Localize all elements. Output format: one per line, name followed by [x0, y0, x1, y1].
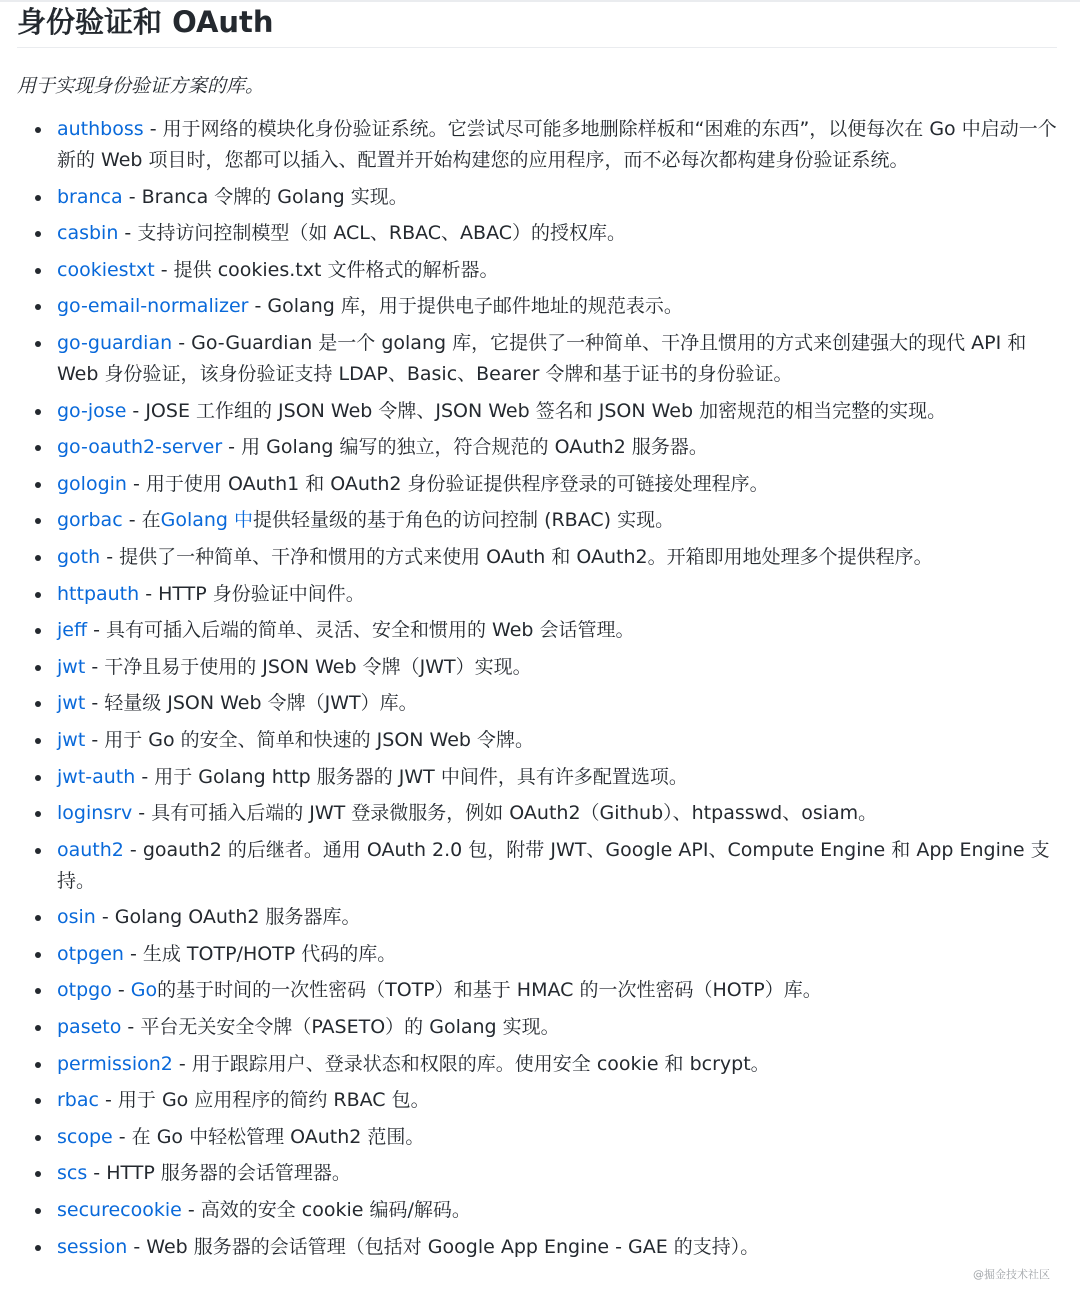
library-link[interactable]: authboss: [57, 118, 144, 140]
item-description-prefix: 在: [141, 509, 161, 532]
item-description: 高效的安全 cookie 编码/解码。: [200, 1199, 471, 1222]
item-separator: -: [85, 655, 105, 678]
item-separator: -: [181, 1199, 201, 1222]
item-description: 平台无关安全令牌（PASETO）的 Golang 实现。: [140, 1016, 560, 1039]
item-description: 具有可插入后端的 JWT 登录微服务，例如 OAuth2（Github）、htpasswd、osiam。: [151, 802, 878, 825]
library-link[interactable]: casbin: [57, 222, 119, 245]
item-description: 轻量级 JSON Web 令牌（JWT）库。: [104, 692, 418, 715]
item-description: JOSE 工作组的 JSON Web 令牌、JSON Web 签名和 JSON Web 加密规范的相当完整的实现。: [145, 399, 947, 422]
library-link[interactable]: osin: [57, 906, 96, 929]
library-link[interactable]: jwt: [57, 655, 86, 678]
item-separator: -: [87, 1162, 107, 1185]
list-item: [17, 652, 1057, 683]
item-description: 具有可插入后端的简单、灵活、安全和惯用的 Web 会话管理。: [106, 619, 635, 642]
item-separator: -: [172, 1052, 192, 1075]
library-link[interactable]: httpauth: [57, 582, 140, 605]
library-link[interactable]: otpgo: [57, 979, 112, 1002]
item-separator: -: [123, 838, 143, 861]
item-separator: -: [100, 545, 120, 568]
list-item: [17, 182, 1057, 213]
item-description: 用 Golang 编写的独立，符合规范的 OAuth2 服务器。: [241, 436, 708, 459]
library-link[interactable]: securecookie: [57, 1199, 182, 1222]
watermark: @掘金技术社区: [973, 1268, 1050, 1281]
library-link[interactable]: otpgen: [57, 942, 124, 965]
list-item: [17, 1158, 1057, 1189]
item-separator: -: [135, 765, 155, 788]
library-link[interactable]: jwt: [57, 692, 86, 715]
item-description: 在 Go 中轻松管理 OAuth2 范围。: [131, 1125, 425, 1148]
list-item: [17, 1085, 1057, 1116]
item-description: 用于跟踪用户、登录状态和权限的库。使用安全 cookie 和 bcrypt。: [191, 1052, 770, 1075]
list-item: [17, 902, 1057, 933]
item-separator: -: [111, 979, 131, 1002]
library-link[interactable]: scs: [57, 1162, 88, 1185]
item-description: 生成 TOTP/HOTP 代码的库。: [142, 942, 397, 965]
item-description: 用于 Go 应用程序的简约 RBAC 包。: [117, 1089, 430, 1112]
item-description: Go-Guardian 是一个 golang 库，它提供了一种简单、干净且惯用的方式来创建强大的现代 API 和 Web 身份验证，该身份验证支持 LDAP、Basic、Bearer 令牌和基于证书的身份验证。: [57, 331, 1027, 385]
list-item: [17, 615, 1057, 646]
item-separator: -: [123, 942, 143, 965]
item-separator: -: [122, 509, 142, 532]
library-link[interactable]: go-guardian: [57, 331, 173, 354]
item-separator: -: [172, 331, 192, 354]
list-item: [17, 1195, 1057, 1226]
item-description: Golang 库，用于提供电子邮件地址的规范表示。: [267, 295, 683, 318]
readme-section: [17, 0, 1057, 1268]
item-separator: -: [87, 619, 106, 642]
library-link[interactable]: branca: [57, 185, 123, 208]
list-item: [17, 798, 1057, 829]
item-separator: -: [139, 582, 159, 605]
item-separator: -: [222, 436, 242, 459]
item-separator: -: [112, 1125, 132, 1148]
library-link[interactable]: cookiestxt: [57, 258, 155, 281]
library-link[interactable]: paseto: [57, 1016, 122, 1039]
item-separator: -: [98, 1089, 118, 1112]
item-separator: -: [85, 692, 105, 715]
item-separator: -: [248, 295, 268, 318]
library-link[interactable]: goth: [57, 545, 101, 568]
item-description: Web 服务器的会话管理（包括对 Google App Engine - GAE 的支持）。: [146, 1235, 760, 1258]
item-separator: -: [126, 399, 146, 422]
item-description: 提供了一种简单、干净和惯用的方式来使用 OAuth 和 OAuth2。开箱即用地处理多个提供程序。: [119, 545, 933, 568]
list-item: [17, 505, 1057, 536]
library-link[interactable]: rbac: [57, 1089, 99, 1112]
library-link[interactable]: jwt: [57, 728, 86, 751]
item-description: 干净且易于使用的 JSON Web 令牌（JWT）实现。: [104, 655, 532, 678]
list-item: [17, 579, 1057, 610]
list-item: [17, 762, 1057, 793]
list-item: [17, 469, 1057, 500]
item-description: HTTP 身份验证中间件。: [158, 582, 365, 605]
list-item: [17, 432, 1057, 463]
item-description: 用于 Golang http 服务器的 JWT 中间件，具有许多配置选项。: [154, 765, 688, 788]
list-item: [17, 688, 1057, 719]
item-description: 提供轻量级的基于角色的访问控制 (RBAC) 实现。: [253, 509, 675, 532]
library-link[interactable]: gorbac: [57, 509, 123, 532]
item-separator: -: [154, 258, 174, 281]
item-separator: -: [132, 802, 152, 825]
list-item: [17, 835, 1057, 897]
list-item: [17, 218, 1057, 249]
item-separator: -: [127, 1235, 147, 1258]
library-link[interactable]: session: [57, 1235, 128, 1258]
inline-link[interactable]: Go: [130, 979, 158, 1002]
item-separator: -: [118, 222, 138, 245]
item-separator: -: [126, 472, 146, 495]
item-description: HTTP 服务器的会话管理器。: [106, 1162, 351, 1185]
library-link[interactable]: loginsrv: [57, 802, 133, 825]
item-separator: -: [121, 1016, 141, 1039]
item-description: 支持访问控制模型（如 ACL、RBAC、ABAC）的授权库。: [137, 222, 626, 245]
list-item: [17, 725, 1057, 756]
library-link[interactable]: go-email-normalizer: [57, 295, 249, 318]
item-separator: -: [143, 118, 163, 140]
item-description: 用于 Go 的安全、简单和快速的 JSON Web 令牌。: [104, 728, 535, 751]
library-link[interactable]: go-oauth2-server: [57, 436, 223, 459]
item-description: 提供 cookies.txt 文件格式的解析器。: [173, 258, 499, 281]
list-item: [17, 396, 1057, 427]
library-link[interactable]: oauth2: [57, 838, 124, 861]
list-item: [17, 1122, 1057, 1153]
list-item: [17, 1232, 1057, 1263]
item-description: 的基于时间的一次性密码（TOTP）和基于 HMAC 的一次性密码（HOTP）库。: [157, 979, 822, 1002]
item-description: Golang OAuth2 服务器库。: [114, 906, 361, 929]
item-separator: -: [95, 906, 115, 929]
list-item: [17, 975, 1057, 1006]
list-item: [17, 1012, 1057, 1043]
list-item: [17, 291, 1057, 322]
list-item: [17, 255, 1057, 286]
library-link[interactable]: jeff: [57, 619, 88, 642]
list-item: [17, 1049, 1057, 1080]
section-title: 身份验证和 OAuth: [17, 0, 1057, 48]
library-link[interactable]: scope: [57, 1125, 113, 1148]
item-description: 用于使用 OAuth1 和 OAuth2 身份验证提供程序登录的可链接处理程序。: [145, 472, 769, 495]
item-description: goauth2 的后继者。通用 OAuth 2.0 包，附带 JWT、Google API、Compute Engine 和 App Engine 支持。: [57, 838, 1050, 892]
section-description: 用于实现身份验证方案的库。: [17, 75, 265, 97]
list-item: [17, 328, 1057, 390]
library-link[interactable]: go-jose: [57, 399, 127, 422]
list-item: [17, 542, 1057, 573]
library-link[interactable]: jwt-auth: [57, 765, 136, 788]
item-description: Branca 令牌的 Golang 实现。: [141, 185, 408, 208]
library-list: [17, 114, 1057, 1263]
item-description: 用于网络的模块化身份验证系统。它尝试尽可能多地删除样板和“困难的东西”，以便每次在 Go 中启动一个新的 Web 项目时，您都可以插入、配置并开始构建您的应用程序，而不必每次都构建身份验证系统。: [57, 118, 1057, 171]
list-item: [17, 939, 1057, 970]
list-item: [17, 114, 1057, 176]
item-separator: -: [85, 728, 105, 751]
library-link[interactable]: gologin: [57, 472, 127, 495]
library-link[interactable]: permission2: [57, 1052, 173, 1075]
inline-link[interactable]: Golang 中: [160, 509, 254, 532]
item-separator: -: [122, 185, 142, 208]
